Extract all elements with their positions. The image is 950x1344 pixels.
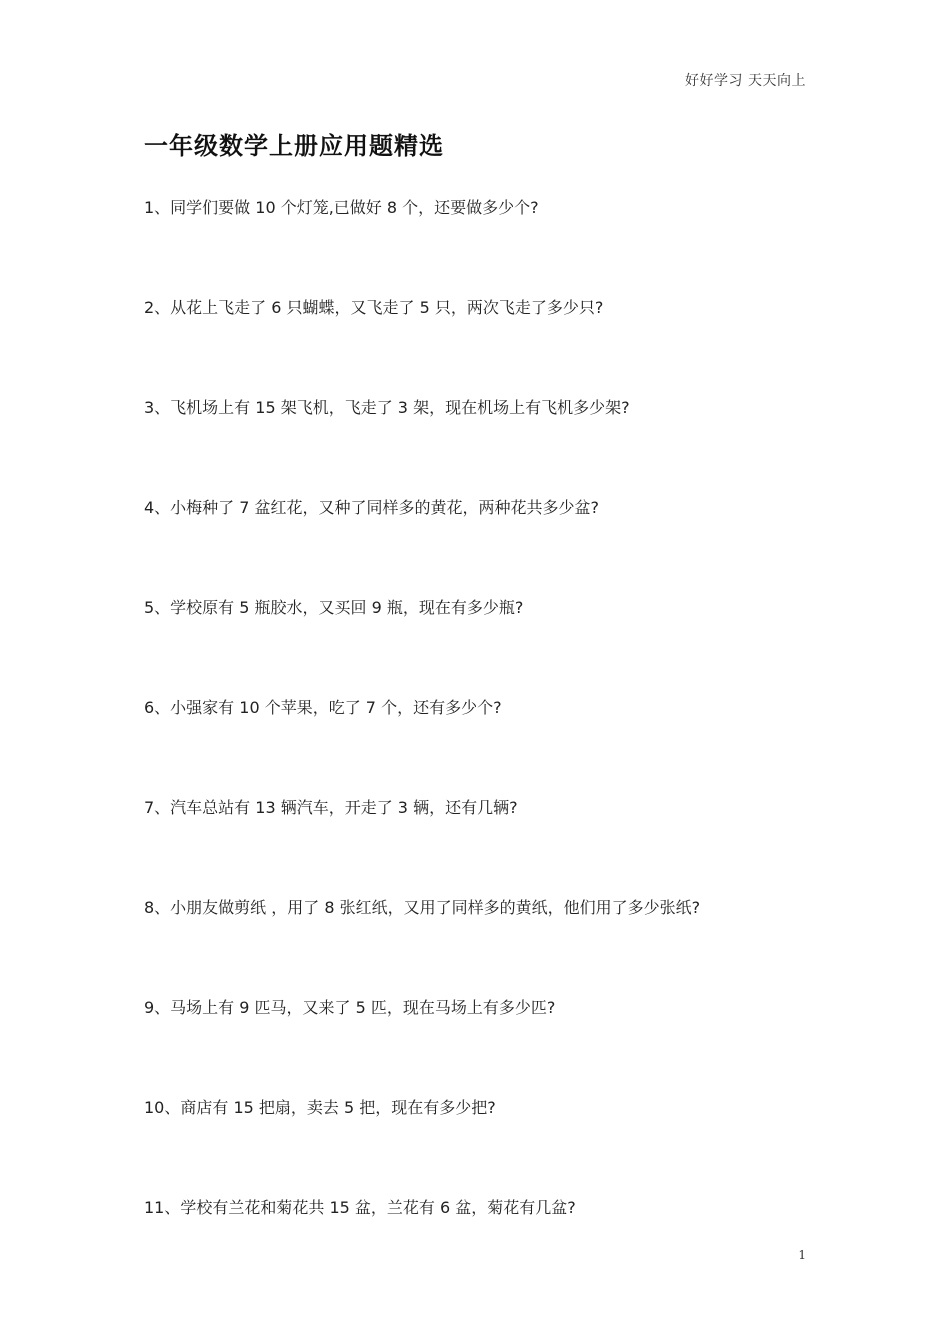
question-item: 1、同学们要做 10 个灯笼,已做好 8 个，还要做多少个? bbox=[144, 198, 539, 217]
question-item: 8、小朋友做剪纸 ，用了 8 张红纸，又用了同样多的黄纸，他们用了多少张纸? bbox=[144, 898, 701, 917]
question-item: 11、学校有兰花和菊花共 15 盆，兰花有 6 盆，菊花有几盆? bbox=[144, 1198, 576, 1217]
page-number: 1 bbox=[798, 1248, 806, 1262]
page-title: 一年级数学上册应用题精选 bbox=[144, 132, 444, 160]
question-item: 9、马场上有 9 匹马，又来了 5 匹，现在马场上有多少匹? bbox=[144, 998, 556, 1017]
question-item: 10、商店有 15 把扇，卖去 5 把，现在有多少把? bbox=[144, 1098, 496, 1117]
question-list bbox=[144, 196, 824, 1296]
question-item: 5、学校原有 5 瓶胶水，又买回 9 瓶，现在有多少瓶? bbox=[144, 598, 524, 617]
question-item: 4、小梅种了 7 盆红花，又种了同样多的黄花，两种花共多少盆? bbox=[144, 498, 600, 517]
header-note: 好好学习 天天向上 bbox=[685, 73, 806, 89]
question-item: 7、汽车总站有 13 辆汽车，开走了 3 辆，还有几辆? bbox=[144, 798, 518, 817]
question-item: 3、飞机场上有 15 架飞机，飞走了 3 架，现在机场上有飞机多少架? bbox=[144, 398, 630, 417]
question-item: 6、小强家有 10 个苹果，吃了 7 个，还有多少个? bbox=[144, 698, 502, 717]
question-item: 2、从花上飞走了 6 只蝴蝶，又飞走了 5 只，两次飞走了多少只? bbox=[144, 298, 604, 317]
